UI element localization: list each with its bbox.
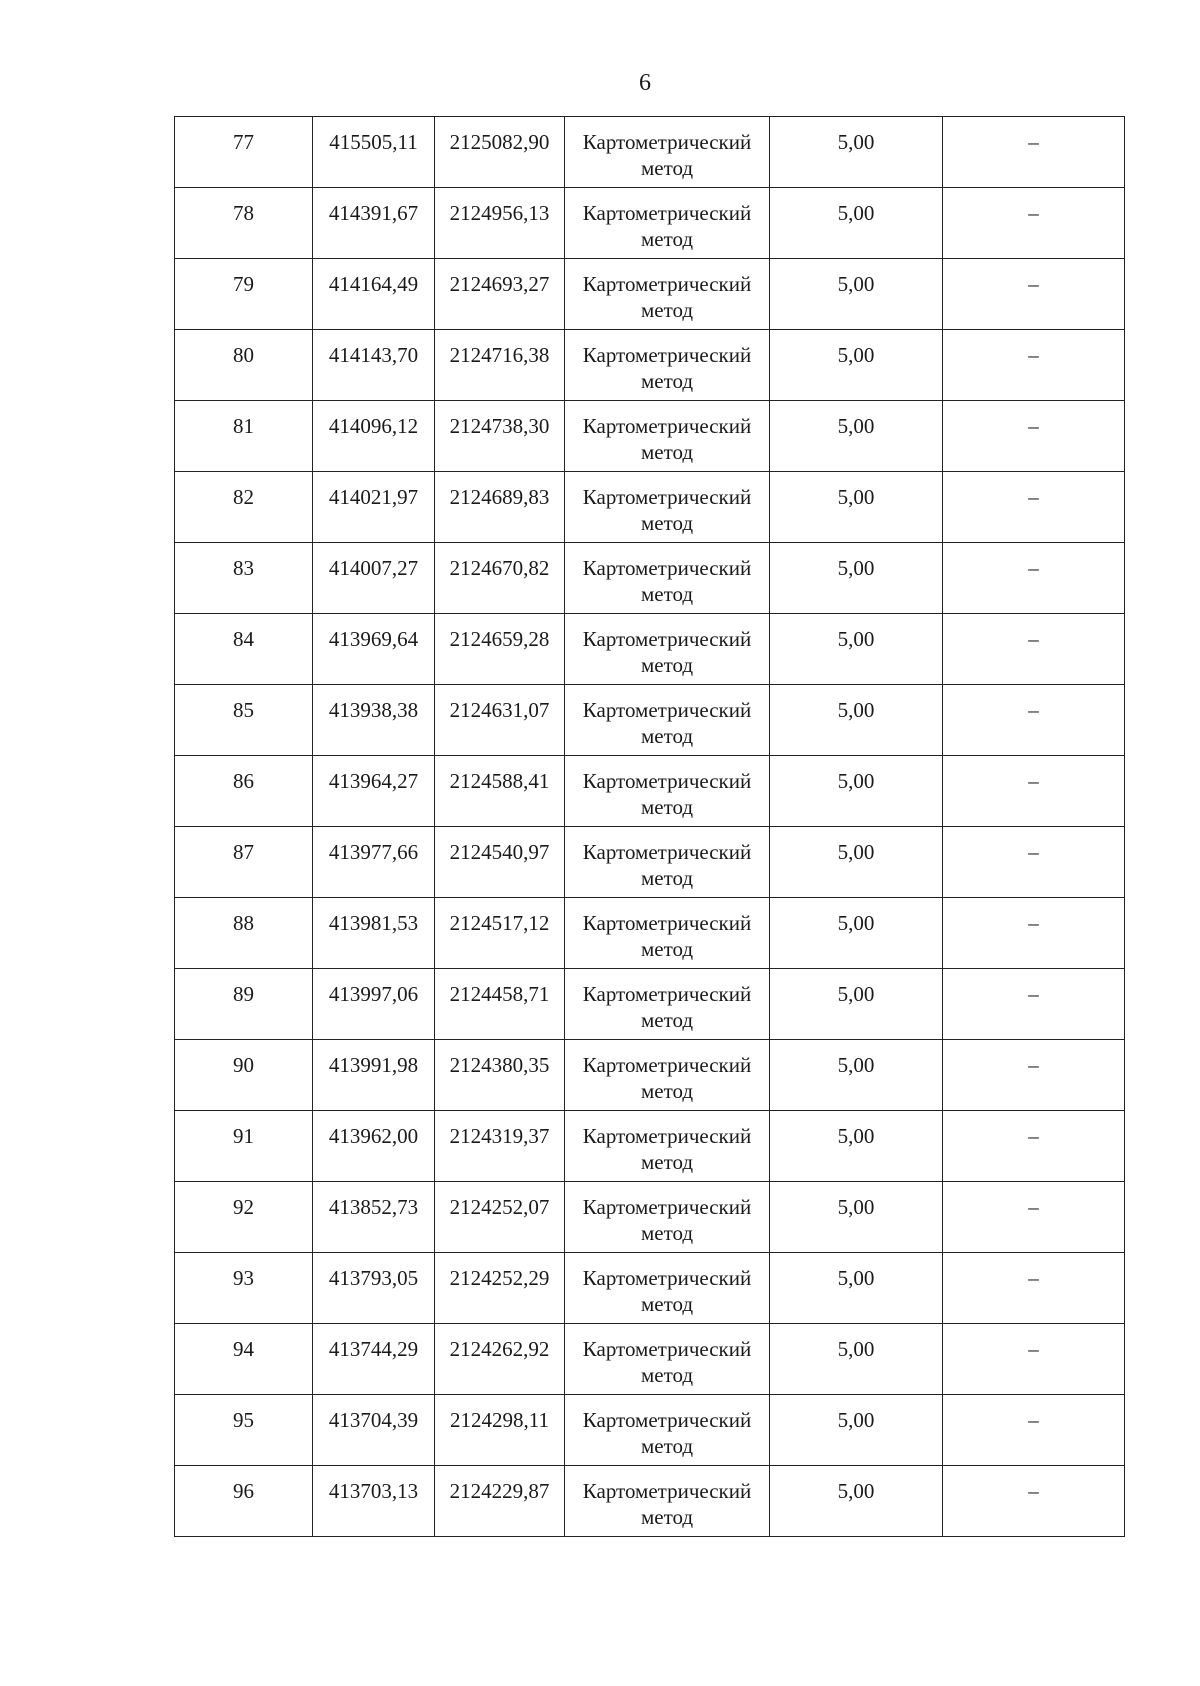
note-cell: – (943, 1395, 1125, 1466)
point-number-cell: 93 (175, 1253, 313, 1324)
y-coordinate-cell: 2124319,37 (435, 1111, 565, 1182)
y-coordinate-cell: 2124738,30 (435, 401, 565, 472)
accuracy-cell: 5,00 (770, 330, 943, 401)
y-coordinate-cell: 2124693,27 (435, 259, 565, 330)
note-cell: – (943, 1324, 1125, 1395)
method-cell: Картометрический метод (565, 969, 770, 1040)
x-coordinate-cell: 414021,97 (313, 472, 435, 543)
method-cell: Картометрический метод (565, 1466, 770, 1537)
method-cell: Картометрический метод (565, 401, 770, 472)
accuracy-cell: 5,00 (770, 1466, 943, 1537)
table-row (175, 401, 1125, 472)
method-cell: Картометрический метод (565, 259, 770, 330)
accuracy-cell: 5,00 (770, 898, 943, 969)
table-row (175, 827, 1125, 898)
table-row (175, 614, 1125, 685)
x-coordinate-cell: 414143,70 (313, 330, 435, 401)
y-coordinate-cell: 2124659,28 (435, 614, 565, 685)
y-coordinate-cell: 2124229,87 (435, 1466, 565, 1537)
x-coordinate-cell: 413991,98 (313, 1040, 435, 1111)
point-number-cell: 96 (175, 1466, 313, 1537)
note-cell: – (943, 472, 1125, 543)
point-number-cell: 80 (175, 330, 313, 401)
method-cell: Картометрический метод (565, 898, 770, 969)
method-cell: Картометрический метод (565, 827, 770, 898)
note-cell: – (943, 543, 1125, 614)
table-row (175, 543, 1125, 614)
table-row (175, 1324, 1125, 1395)
method-cell: Картометрический метод (565, 472, 770, 543)
accuracy-cell: 5,00 (770, 1111, 943, 1182)
method-cell: Картометрический метод (565, 1040, 770, 1111)
y-coordinate-cell: 2125082,90 (435, 117, 565, 188)
accuracy-cell: 5,00 (770, 827, 943, 898)
table-row (175, 188, 1125, 259)
note-cell: – (943, 330, 1125, 401)
accuracy-cell: 5,00 (770, 614, 943, 685)
table-row (175, 472, 1125, 543)
accuracy-cell: 5,00 (770, 1395, 943, 1466)
accuracy-cell: 5,00 (770, 543, 943, 614)
accuracy-cell: 5,00 (770, 1040, 943, 1111)
y-coordinate-cell: 2124252,07 (435, 1182, 565, 1253)
table-row (175, 685, 1125, 756)
method-cell: Картометрический метод (565, 543, 770, 614)
y-coordinate-cell: 2124540,97 (435, 827, 565, 898)
method-cell: Картометрический метод (565, 1111, 770, 1182)
y-coordinate-cell: 2124631,07 (435, 685, 565, 756)
page-number: 6 (639, 70, 651, 96)
accuracy-cell: 5,00 (770, 1324, 943, 1395)
point-number-cell: 91 (175, 1111, 313, 1182)
accuracy-cell: 5,00 (770, 969, 943, 1040)
point-number-cell: 82 (175, 472, 313, 543)
point-number-cell: 84 (175, 614, 313, 685)
x-coordinate-cell: 413969,64 (313, 614, 435, 685)
method-cell: Картометрический метод (565, 685, 770, 756)
note-cell: – (943, 898, 1125, 969)
accuracy-cell: 5,00 (770, 756, 943, 827)
table-row (175, 1182, 1125, 1253)
y-coordinate-cell: 2124298,11 (435, 1395, 565, 1466)
accuracy-cell: 5,00 (770, 1182, 943, 1253)
y-coordinate-cell: 2124252,29 (435, 1253, 565, 1324)
accuracy-cell: 5,00 (770, 188, 943, 259)
x-coordinate-cell: 415505,11 (313, 117, 435, 188)
point-number-cell: 83 (175, 543, 313, 614)
table-body (175, 117, 1125, 1537)
method-cell: Картометрический метод (565, 330, 770, 401)
point-number-cell: 77 (175, 117, 313, 188)
accuracy-cell: 5,00 (770, 401, 943, 472)
method-cell: Картометрический метод (565, 1324, 770, 1395)
point-number-cell: 79 (175, 259, 313, 330)
accuracy-cell: 5,00 (770, 472, 943, 543)
method-cell: Картометрический метод (565, 1395, 770, 1466)
method-cell: Картометрический метод (565, 756, 770, 827)
y-coordinate-cell: 2124716,38 (435, 330, 565, 401)
x-coordinate-cell: 413938,38 (313, 685, 435, 756)
table-row (175, 117, 1125, 188)
note-cell: – (943, 756, 1125, 827)
y-coordinate-cell: 2124689,83 (435, 472, 565, 543)
y-coordinate-cell: 2124670,82 (435, 543, 565, 614)
x-coordinate-cell: 414007,27 (313, 543, 435, 614)
y-coordinate-cell: 2124380,35 (435, 1040, 565, 1111)
note-cell: – (943, 685, 1125, 756)
x-coordinate-cell: 413997,06 (313, 969, 435, 1040)
note-cell: – (943, 188, 1125, 259)
point-number-cell: 92 (175, 1182, 313, 1253)
y-coordinate-cell: 2124588,41 (435, 756, 565, 827)
point-number-cell: 90 (175, 1040, 313, 1111)
accuracy-cell: 5,00 (770, 117, 943, 188)
note-cell: – (943, 1111, 1125, 1182)
table-row (175, 1111, 1125, 1182)
y-coordinate-cell: 2124956,13 (435, 188, 565, 259)
table-row (175, 1253, 1125, 1324)
note-cell: – (943, 969, 1125, 1040)
note-cell: – (943, 1182, 1125, 1253)
point-number-cell: 89 (175, 969, 313, 1040)
method-cell: Картометрический метод (565, 614, 770, 685)
x-coordinate-cell: 413962,00 (313, 1111, 435, 1182)
x-coordinate-cell: 413964,27 (313, 756, 435, 827)
x-coordinate-cell: 414164,49 (313, 259, 435, 330)
point-number-cell: 95 (175, 1395, 313, 1466)
table-row (175, 330, 1125, 401)
x-coordinate-cell: 413704,39 (313, 1395, 435, 1466)
x-coordinate-cell: 413852,73 (313, 1182, 435, 1253)
point-number-cell: 88 (175, 898, 313, 969)
method-cell: Картометрический метод (565, 1253, 770, 1324)
table-row (175, 898, 1125, 969)
x-coordinate-cell: 413981,53 (313, 898, 435, 969)
point-number-cell: 86 (175, 756, 313, 827)
point-number-cell: 78 (175, 188, 313, 259)
note-cell: – (943, 614, 1125, 685)
x-coordinate-cell: 413793,05 (313, 1253, 435, 1324)
accuracy-cell: 5,00 (770, 685, 943, 756)
y-coordinate-cell: 2124517,12 (435, 898, 565, 969)
table-row (175, 1040, 1125, 1111)
x-coordinate-cell: 414391,67 (313, 188, 435, 259)
y-coordinate-cell: 2124262,92 (435, 1324, 565, 1395)
method-cell: Картометрический метод (565, 188, 770, 259)
table-row (175, 1395, 1125, 1466)
x-coordinate-cell: 413703,13 (313, 1466, 435, 1537)
point-number-cell: 81 (175, 401, 313, 472)
x-coordinate-cell: 414096,12 (313, 401, 435, 472)
table-row (175, 259, 1125, 330)
note-cell: – (943, 1040, 1125, 1111)
table-row (175, 969, 1125, 1040)
x-coordinate-cell: 413977,66 (313, 827, 435, 898)
table-row (175, 756, 1125, 827)
point-number-cell: 85 (175, 685, 313, 756)
note-cell: – (943, 1253, 1125, 1324)
note-cell: – (943, 1466, 1125, 1537)
coordinates-table (174, 116, 1125, 1537)
note-cell: – (943, 401, 1125, 472)
accuracy-cell: 5,00 (770, 1253, 943, 1324)
note-cell: – (943, 827, 1125, 898)
point-number-cell: 87 (175, 827, 313, 898)
method-cell: Картометрический метод (565, 117, 770, 188)
y-coordinate-cell: 2124458,71 (435, 969, 565, 1040)
table-row (175, 1466, 1125, 1537)
point-number-cell: 94 (175, 1324, 313, 1395)
note-cell: – (943, 117, 1125, 188)
method-cell: Картометрический метод (565, 1182, 770, 1253)
note-cell: – (943, 259, 1125, 330)
accuracy-cell: 5,00 (770, 259, 943, 330)
x-coordinate-cell: 413744,29 (313, 1324, 435, 1395)
